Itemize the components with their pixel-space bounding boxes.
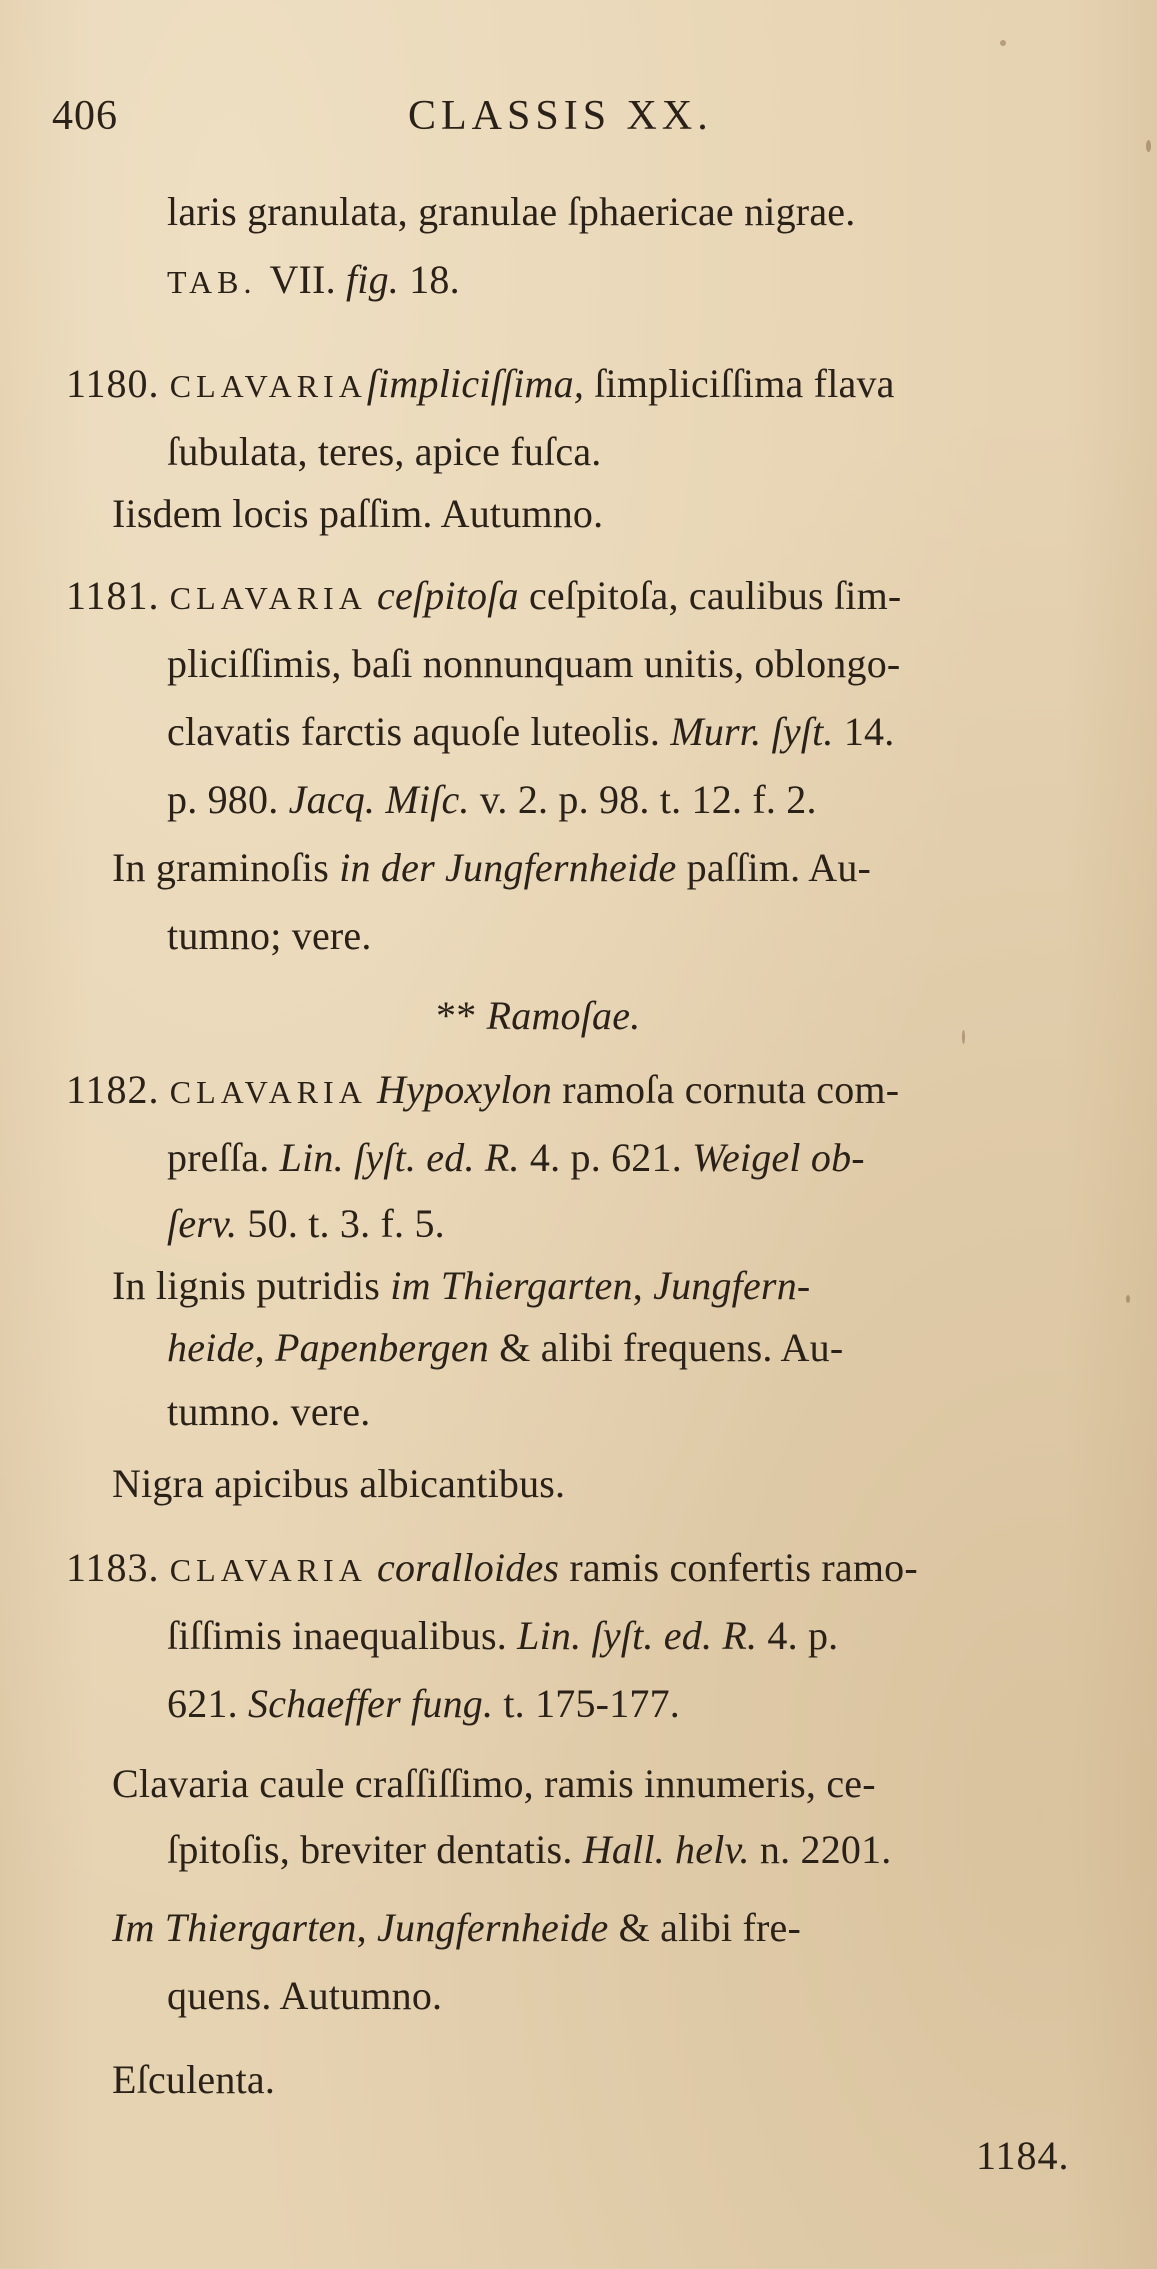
italic-segment: Hall. helv.: [582, 1827, 750, 1872]
text-segment: In graminoſis: [112, 845, 340, 890]
text-line: [112, 1904, 801, 1952]
species-name: ceſpitoſa: [377, 573, 519, 618]
text-line: [167, 1972, 442, 2020]
text-segment: preſſa.: [167, 1135, 280, 1180]
entry-number: 1181.: [66, 573, 160, 618]
italic-segment: Ramoſae.: [486, 993, 641, 1038]
italic-segment: Im Thiergarten: [112, 1905, 357, 1950]
entry-number: 1182.: [66, 1067, 160, 1112]
text-line: [167, 640, 900, 688]
text-segment: Nigra apicibus albicantibus.: [112, 1461, 566, 1506]
text-segment: 14.: [833, 709, 895, 754]
text-line: [112, 844, 871, 892]
italic-segment: Murr. ſyſt.: [670, 709, 834, 754]
entry-1181-heading: [66, 572, 901, 622]
text-segment: 50. t. 3. f. 5.: [237, 1201, 445, 1246]
text-segment: paſſim. Au-: [676, 845, 872, 890]
text-line: [112, 1460, 565, 1508]
text-line: [112, 1262, 810, 1310]
text-line: [112, 490, 603, 538]
genus-name: CLAVARIA: [169, 1552, 367, 1588]
italic-segment: ſerv.: [167, 1201, 238, 1246]
catchword: 1184.: [976, 2133, 1070, 2178]
text-line: [167, 1388, 370, 1436]
text-segment: ramoſa cornuta com-: [552, 1067, 900, 1112]
entry-1182-heading: [66, 1066, 899, 1116]
text-segment: laris granulata, granulae ſphaericae nigrae.: [167, 189, 856, 234]
text-line: [167, 256, 460, 306]
italic-segment: Schaeffer fung.: [248, 1681, 494, 1726]
text-segment: pliciſſimis, baſi nonnunquam unitis, oblongo-: [167, 641, 901, 686]
text-segment: p. 980.: [167, 777, 289, 822]
text-line: [167, 1680, 680, 1728]
text-segment: 4. p.: [757, 1613, 839, 1658]
italic-segment: Lin. ſyſt. ed. R.: [517, 1613, 758, 1658]
text-segment: v. 2. p. 98. t. 12. f. 2.: [469, 777, 817, 822]
text-line: [167, 1134, 865, 1182]
text-segment: ſiſſimis inaequalibus.: [167, 1613, 518, 1658]
text-segment: ſubulata, teres, apice fuſca.: [167, 429, 602, 474]
text-segment: ſimpliciſſima flava: [584, 361, 895, 406]
text-segment: ,: [356, 1905, 378, 1950]
text-segment: Eſculenta.: [112, 2057, 276, 2102]
text-segment: 4. p. 621.: [519, 1135, 693, 1180]
running-title: CLASSIS XX.: [408, 93, 713, 139]
paper-speck: [1000, 40, 1006, 46]
italic-segment: fig.: [345, 257, 399, 302]
text-segment: ramis confertis ramo-: [559, 1545, 918, 1590]
text-segment: ceſpitoſa, caulibus ſim-: [518, 573, 902, 618]
text-segment: clavatis farctis aquoſe luteolis.: [167, 709, 671, 754]
genus-name: CLAVARIA: [169, 1074, 367, 1110]
page-number: 406: [52, 93, 118, 139]
text-segment: ,: [632, 1263, 654, 1308]
text-line: [112, 2056, 275, 2104]
text-line: [167, 428, 601, 476]
italic-segment: in der Jungfernheide: [339, 845, 677, 890]
italic-segment: heide: [167, 1325, 255, 1370]
text-segment: 18.: [399, 257, 460, 302]
entry-number: 1180.: [66, 361, 160, 406]
asterisks: **: [436, 993, 487, 1038]
text-line: [167, 1826, 892, 1874]
italic-segment: Jacq. Miſc.: [288, 777, 470, 822]
text-line: [167, 188, 855, 236]
text-segment: & alibi fre-: [608, 1905, 801, 1950]
text-segment: VII.: [269, 257, 346, 302]
italic-segment: Jungfern-: [653, 1263, 811, 1308]
text-line: [167, 1324, 843, 1372]
text-segment: t. 175-177.: [493, 1681, 681, 1726]
species-name: coralloides: [377, 1545, 560, 1590]
italic-segment: im Thiergarten: [390, 1263, 633, 1308]
text-segment: ſpitoſis, breviter dentatis.: [167, 1827, 583, 1872]
text-segment: & alibi frequens. Au-: [489, 1325, 844, 1370]
running-header: [52, 92, 118, 140]
figure-reference-tab: TAB.: [167, 264, 270, 300]
text-line: [112, 1760, 876, 1808]
text-segment: In lignis putridis: [112, 1263, 391, 1308]
entry-number: 1183.: [66, 1545, 160, 1590]
genus-name: CLAVARIA: [169, 368, 367, 404]
text-segment: ,: [254, 1325, 276, 1370]
text-line: [167, 912, 372, 960]
text-segment: tumno; vere.: [167, 913, 372, 958]
genus-name: CLAVARIA: [169, 580, 367, 616]
text-segment: 621.: [167, 1681, 248, 1726]
species-name: ſimpliciſſima,: [366, 361, 585, 406]
entry-1183-heading: [66, 1544, 918, 1594]
italic-segment: Jungfernheide: [377, 1905, 609, 1950]
text-segment: tumno. vere.: [167, 1389, 371, 1434]
text-segment: n. 2201.: [749, 1827, 892, 1872]
text-segment: Clavaria caule craſſiſſimo, ramis innumeris, ce-: [112, 1761, 876, 1806]
species-name: Hypoxylon: [377, 1067, 553, 1112]
entry-1180-heading: [66, 360, 895, 410]
text-line: [167, 1200, 445, 1248]
text-segment: quens. Autumno.: [167, 1973, 443, 2018]
italic-segment: Lin. ſyſt. ed. R.: [279, 1135, 520, 1180]
italic-segment: Papenbergen: [275, 1325, 490, 1370]
text-line: [167, 776, 817, 824]
text-line: [167, 708, 894, 756]
section-heading: [436, 992, 640, 1040]
italic-segment: Weigel ob-: [692, 1135, 865, 1180]
text-segment: Iisdem locis paſſim. Autumno.: [112, 491, 604, 536]
paper-speck: [962, 1030, 965, 1044]
paper-speck: [1126, 1295, 1130, 1303]
text-line: [167, 1612, 838, 1660]
paper-speck: [1146, 140, 1151, 152]
